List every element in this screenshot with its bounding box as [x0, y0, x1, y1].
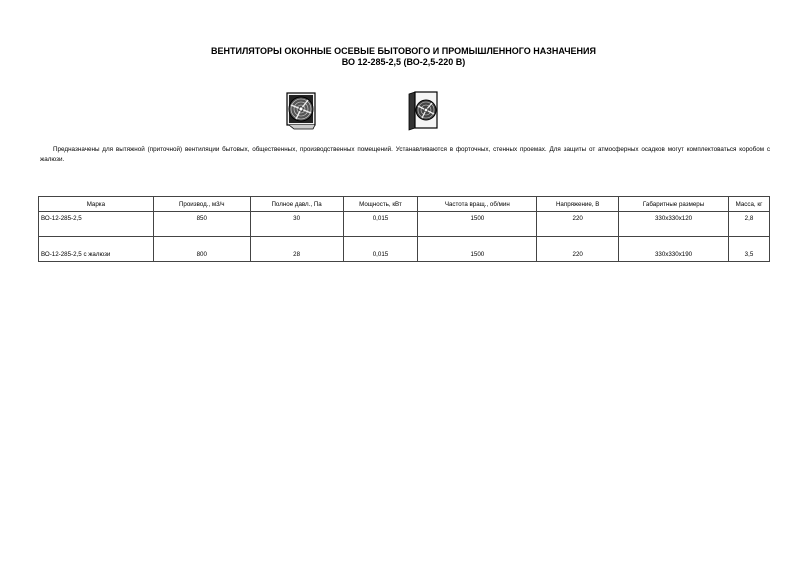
header-cell: Габаритные размеры: [619, 197, 729, 212]
table-cell: 0,015: [343, 212, 418, 237]
table-cell: ВО-12-285-2,5 с жалюзи: [39, 237, 154, 262]
page-subtitle: ВО 12-285-2,5 (ВО-2,5-220 В): [341, 57, 466, 67]
header-cell: Мощность, кВт: [343, 197, 418, 212]
table-cell: 2,8: [728, 212, 769, 237]
page-title: ВЕНТИЛЯТОРЫ ОКОННЫЕ ОСЕВЫЕ БЫТОВОГО И ПРОМЫШЛЕННОГО НАЗНАЧЕНИЯ: [211, 46, 596, 56]
table-header-row: [39, 197, 770, 212]
header-cell: Производ., м3/ч: [153, 197, 250, 212]
table-cell: 30: [250, 212, 343, 237]
fan-angled-image: [407, 91, 439, 131]
table-row: [39, 237, 770, 262]
table-cell: 220: [537, 212, 619, 237]
table-cell: 800: [153, 237, 250, 262]
table-cell: ВО-12-285-2,5: [39, 212, 154, 237]
header-cell: Марка: [39, 197, 154, 212]
table-cell: 330x330x120: [619, 212, 729, 237]
header-cell: Полное давл., Па: [250, 197, 343, 212]
table-row: [39, 212, 770, 237]
table-cell: 330x330x190: [619, 237, 729, 262]
table-cell: 28: [250, 237, 343, 262]
table-cell: 1500: [418, 212, 537, 237]
table-cell: 3,5: [728, 237, 769, 262]
header-cell: Частота вращ., об/мин: [418, 197, 537, 212]
specifications-table: [38, 196, 770, 262]
header-cell: Напряжение, В: [537, 197, 619, 212]
description-paragraph: [40, 145, 770, 165]
table-cell: 220: [537, 237, 619, 262]
fan-front-image: [284, 91, 318, 131]
table-cell: 0,015: [343, 237, 418, 262]
table-cell: 850: [153, 212, 250, 237]
description-text: Предназначены для вытяжной (приточной) вентиляции бытовых, общественных, производственных помещений. Устанавливаются в форточных, стенных проемах. Для защиты от атмосферных осадков могут комплектоваться коробом с жалюзи.: [40, 146, 770, 163]
table-cell: 1500: [418, 237, 537, 262]
header-cell: Масса, кг: [728, 197, 769, 212]
